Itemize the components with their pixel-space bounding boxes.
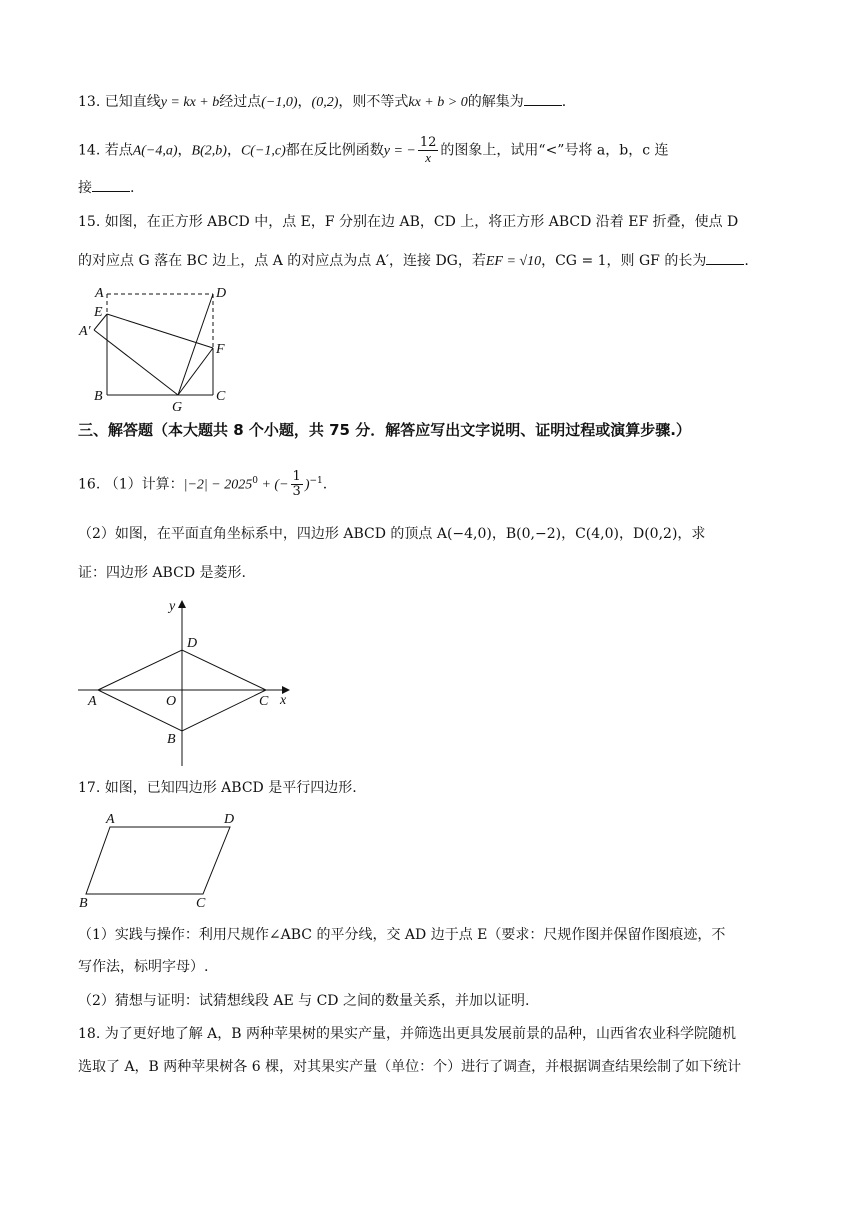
label-B: B [167,732,176,747]
q15-figure [76,284,236,414]
q17-figure [76,808,246,908]
label-O: O [166,694,177,709]
question-18-line2: 选取了 A，B 两种苹果树各 6 棵，对其果实产量（单位：个）进行了调查，并根据调查结果绘制了如下统计 [78,1059,742,1075]
question-17-part1-line2: 写作法，标明字母）. [78,959,209,975]
question-15-line2: 的对应点 G 落在 BC 边上，点 A 的对应点为点 A′，连接 DG，若EF = √10，CG = 1，则 GF 的长为 . [78,253,749,269]
section-3-header: 三、解答题（本大题共 8 个小题，共 75 分．解答应写出文字说明、证明过程或演算步骤.） [78,421,691,439]
label-A: A [95,286,104,301]
label-D: D [224,812,235,827]
label-A: A [88,694,97,709]
question-16-part2-line2: 证：四边形 ABCD 是菱形. [78,565,246,581]
question-17-part2: （2）猜想与证明：试猜想线段 AE 与 CD 之间的数量关系，并加以证明. [78,993,530,1009]
label-E: E [94,305,103,320]
label-B: B [94,389,103,404]
question-18-line1: 18. 为了更好地了解 A，B 两种苹果树的果实产量，并筛选出更具发展前景的品种，山西省农业科学院随机 [78,1026,737,1042]
label-C: C [216,389,226,404]
answer-blank [706,252,744,265]
fraction-12-over-x: $\frac{12}{x}$ [419,135,437,165]
q16-figure [76,596,306,771]
question-13: 13. 已知直线y = kx + b经过点(−1,0)，(0,2)，则不等式kx + b > 0的解集为 . [78,94,567,110]
label-y: y [169,599,176,614]
question-14: 14. 若点A(−4,a)，B(2,b)，C(−1,c)都在反比例函数y = − $\frac{12}{x}$ 的图象上，试用“<”号将 a，b，c 连 [78,135,669,165]
answer-blank [524,93,562,106]
label-A-prime: A′ [79,324,91,339]
label-x: x [280,693,287,708]
question-16-part1: 16. （1）计算：$|-2| - 2025^0$ + (− $\frac{1}{3}$ )$^{-1}$. [78,469,328,499]
label-D: D [216,286,227,301]
label-D: D [187,636,198,651]
question-14-cont: 接 . [78,180,135,196]
label-G: G [172,400,183,414]
label-C: C [196,896,206,908]
question-16-part2-line1: （2）如图，在平面直角坐标系中，四边形 ABCD 的顶点 A(−4,0)，B(0,−2)，C(4,0)，D(0,2)，求 [78,526,706,542]
answer-blank [92,179,130,192]
fraction-one-third: $\frac{1}{3}$ [292,469,301,499]
label-A: A [106,812,115,827]
question-15-line1: 15. 如图，在正方形 ABCD 中，点 E，F 分别在边 AB，CD 上，将正方形 ABCD 沿着 EF 折叠，使点 D [78,214,739,230]
label-F: F [216,342,225,357]
question-17-part1-line1: （1）实践与操作：利用尺规作∠ABC 的平分线，交 AD 边于点 E（要求：尺规作图并保留作图痕迹，不 [78,927,726,943]
label-B: B [79,896,88,908]
question-17-intro: 17. 如图，已知四边形 ABCD 是平行四边形. [78,780,357,796]
label-C: C [259,694,269,709]
